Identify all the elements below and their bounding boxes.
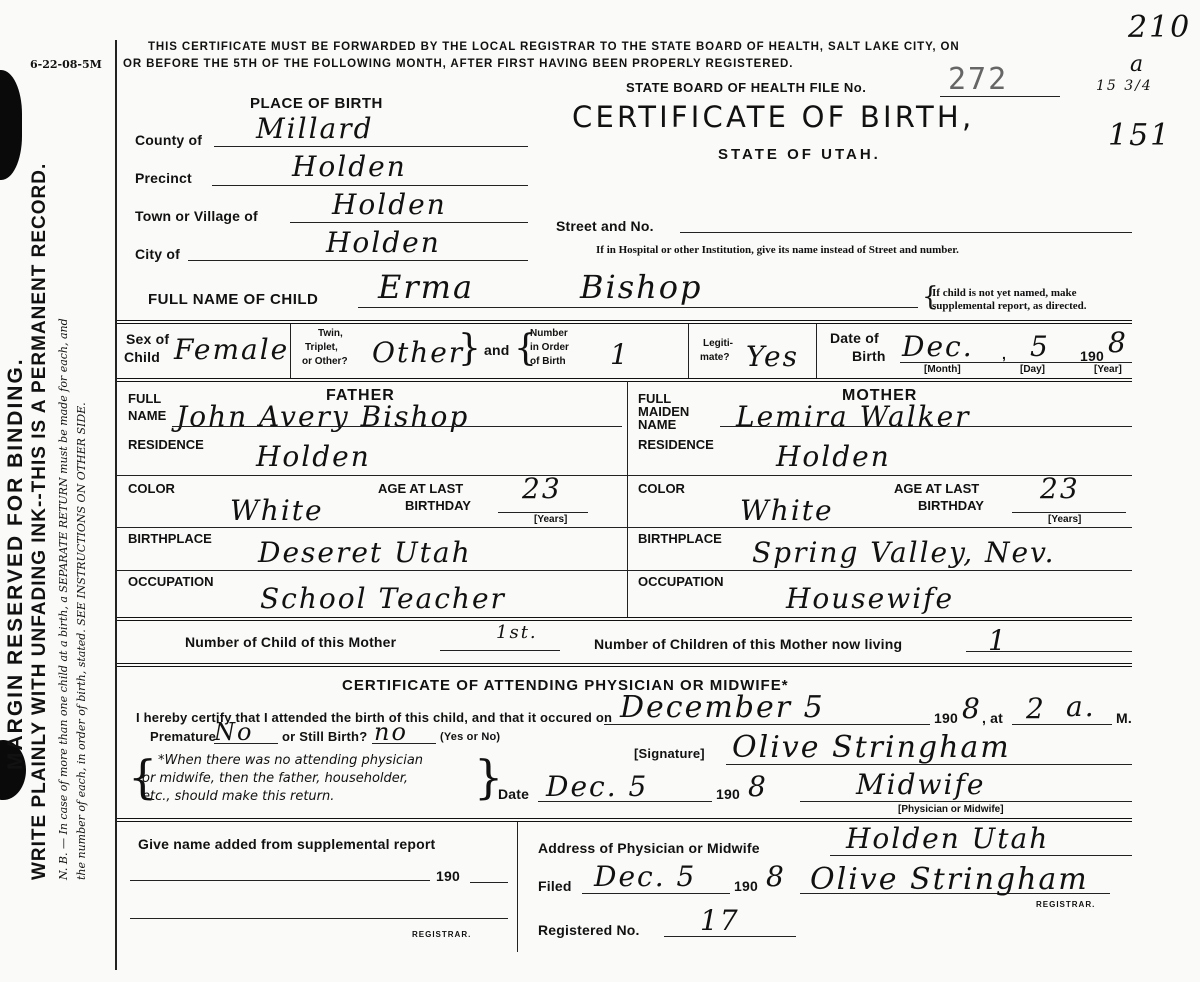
bottom-divider: [517, 822, 518, 952]
and-label: and: [484, 342, 510, 358]
file-no-line: [940, 96, 1060, 97]
filed-date: Dec. 5: [594, 860, 697, 893]
corner-note2: 151: [1108, 118, 1172, 153]
precinct-line: [212, 185, 528, 186]
note-brace-left: {: [128, 750, 158, 804]
physician-hour: 2: [1026, 692, 1046, 725]
order-label-2: in Order: [530, 342, 569, 353]
state-subtitle: STATE OF UTAH.: [718, 146, 881, 163]
file-no-value: 272: [948, 62, 1009, 97]
mother-color-value: White: [740, 494, 834, 527]
dob-label-1: Date of: [830, 330, 879, 346]
supplemental-year: 190: [436, 868, 460, 884]
hour-line: [1012, 724, 1112, 725]
m-label: M.: [1116, 710, 1132, 726]
premature-label: Premature: [150, 729, 217, 744]
address-value: Holden Utah: [846, 822, 1050, 855]
legit-divider: [816, 324, 817, 378]
forwarding-notice-line1: THIS CERTIFICATE MUST BE FORWARDED BY THE LOCAL REGISTRAR TO THE STATE BOARD OF HEALTH, SALT LAKE CITY, ON: [148, 41, 960, 53]
filed-line: [582, 893, 730, 894]
address-line: [830, 855, 1132, 856]
dob-year-caption: [Year]: [1094, 364, 1122, 375]
corner-note1: 15 3/4: [1096, 78, 1153, 94]
supplemental-line-1: [130, 880, 430, 881]
physician-year-prefix: 190: [934, 710, 958, 726]
children-living-label: Number of Children of this Mother now living: [594, 636, 903, 652]
twin-brace: }: [458, 328, 481, 369]
child-last-name: Bishop: [580, 268, 703, 306]
note-line2: or midwife, then the father, householder,: [142, 771, 409, 786]
order-label-3: of Birth: [530, 356, 566, 367]
dob-label-2: Birth: [852, 348, 886, 364]
county-value: Millard: [256, 112, 374, 145]
mother-age-label-2: BIRTHDAY: [918, 498, 984, 513]
father-full-label: FULL: [128, 391, 162, 406]
binding-notice: MARGIN RESERVED FOR BINDING.: [4, 357, 27, 770]
mother-full-label: FULL: [638, 391, 672, 406]
physician-ampm: a.: [1066, 690, 1096, 723]
mother-heading: MOTHER: [842, 387, 918, 404]
file-no-label: STATE BOARD OF HEALTH FILE No.: [626, 80, 867, 95]
father-name-label: NAME: [128, 408, 167, 423]
mother-residence-value: Holden: [776, 440, 891, 473]
physician-role: Midwife: [856, 768, 986, 801]
certificate-title: CERTIFICATE OF BIRTH,: [572, 100, 975, 134]
mother-name-value: Lemira Walker: [736, 400, 971, 433]
supplemental-label: Give name added from supplemental report: [138, 836, 436, 852]
mother-maiden-label: MAIDEN: [638, 404, 690, 419]
parents-center-divider: [627, 381, 628, 617]
supplemental-registrar: REGISTRAR.: [412, 930, 472, 939]
dob-year-prefix: 190: [1080, 348, 1104, 364]
binding-hole-top: [0, 70, 22, 180]
mother-residence-label: RESIDENCE: [638, 437, 714, 452]
note-line1: *When there was no attending physician: [158, 753, 424, 768]
registered-label: Registered No.: [538, 922, 640, 938]
mother-birthplace-label: BIRTHPLACE: [638, 531, 722, 546]
sex-label-1: Sex of: [126, 331, 170, 347]
parents-row-line-2: [117, 527, 1132, 528]
dob-day-caption: [Day]: [1020, 364, 1046, 375]
child-first-name: Erma: [378, 268, 475, 306]
father-occupation-label: OCCUPATION: [128, 574, 214, 589]
legit-label-1: Legiti-: [703, 338, 733, 349]
filed-year-prefix: 190: [734, 878, 758, 894]
ink-notice: WRITE PLAINLY WITH UNFADING INK--THIS IS A PERMANENT RECORD.: [29, 162, 50, 880]
child-of-mother-label: Number of Child of this Mother: [185, 634, 397, 650]
parents-row-line-1: [117, 475, 1132, 476]
father-age-label-1: AGE AT LAST: [378, 481, 464, 496]
street-line: [680, 232, 1132, 233]
twin-label-1: Twin,: [318, 328, 343, 339]
parents-row-line-3: [117, 570, 1132, 571]
dob-month: Dec.: [902, 330, 974, 363]
filed-label: Filed: [538, 878, 572, 894]
filed-signature: Olive Stringham: [810, 862, 1089, 897]
legit-value: Yes: [746, 340, 799, 373]
nb-note-line1: N. B. — In case of more than one child at a birth, a SEPARATE RETURN must be made for each, and: [57, 318, 70, 880]
father-occupation-value: School Teacher: [260, 582, 506, 615]
note-brace-right: }: [474, 750, 504, 804]
mother-color-label: COLOR: [638, 481, 685, 496]
registrar-label: REGISTRAR.: [1036, 900, 1096, 909]
father-birthplace-value: Deseret Utah: [258, 536, 472, 569]
forwarding-notice-line2: OR BEFORE THE 5TH OF THE FOLLOWING MONTH, AFTER FIRST HAVING BEEN PROPERLY REGISTERED.: [123, 58, 794, 70]
order-value: 1: [610, 338, 630, 371]
physician-birth-date: December 5: [620, 690, 825, 725]
city-label: City of: [135, 246, 180, 262]
yes-no-hint: (Yes or No): [440, 731, 501, 743]
county-label: County of: [135, 132, 203, 148]
precinct-label: Precinct: [135, 170, 192, 186]
at-label: , at: [982, 710, 1004, 726]
father-residence-label: RESIDENCE: [128, 437, 204, 452]
physician-date: Dec. 5: [546, 770, 649, 803]
role-caption: [Physician or Midwife]: [898, 804, 1004, 815]
parents-bottom-rule: [117, 617, 1132, 621]
order-brace: {: [514, 328, 537, 369]
child-name-line: [358, 307, 918, 308]
mother-years-caption: [Years]: [1048, 514, 1082, 525]
place-of-birth-heading: PLACE OF BIRTH: [250, 95, 383, 112]
mother-occupation-value: Housewife: [786, 582, 955, 615]
child-of-mother-line: [440, 650, 560, 651]
street-note: If in Hospital or other Institution, give its name instead of Street and number.: [596, 244, 959, 256]
twin-label-3: or Other?: [302, 356, 348, 367]
town-value: Holden: [332, 188, 447, 221]
corner-a: a: [1130, 52, 1146, 77]
physician-top-rule: [117, 663, 1132, 667]
mother-name-label: NAME: [638, 417, 677, 432]
address-label: Address of Physician or Midwife: [538, 840, 760, 856]
order-label-1: Number: [530, 328, 568, 339]
date-year-prefix: 190: [716, 786, 740, 802]
town-label: Town or Village of: [135, 208, 258, 224]
rule-top-child: [117, 320, 1132, 324]
physician-year-suffix: 8: [962, 692, 982, 725]
certify-text: I hereby certify that I attended the birth of this child, and that it occured on: [136, 710, 613, 725]
father-name-line: [172, 426, 622, 427]
left-border: [115, 40, 117, 970]
dob-month-caption: [Month]: [924, 364, 961, 375]
date-year-suffix: 8: [748, 770, 768, 803]
county-line: [214, 146, 528, 147]
child-of-mother-value: 1st.: [496, 622, 538, 643]
dob-line: [900, 362, 1132, 363]
father-age-value: 23: [522, 472, 562, 505]
nb-note-line2: the number of each, in order of birth, stated. SEE INSTRUCTIONS ON OTHER SIDE.: [75, 402, 88, 880]
role-line: [800, 801, 1132, 802]
city-value: Holden: [326, 226, 441, 259]
precinct-value: Holden: [292, 150, 407, 183]
filed-year-suffix: 8: [766, 860, 786, 893]
city-line: [188, 260, 528, 261]
sex-value: Female: [174, 333, 290, 366]
premature-value: No: [214, 718, 254, 746]
father-residence-value: Holden: [256, 440, 371, 473]
twin-label-2: Triplet,: [305, 342, 338, 353]
registered-value: 17: [700, 904, 740, 937]
sex-label-2: Child: [124, 349, 160, 365]
children-living-value: 1: [988, 624, 1008, 657]
father-name-value: John Avery Bishop: [176, 400, 470, 433]
sex-divider: [290, 324, 291, 378]
mother-age-value: 23: [1040, 472, 1080, 505]
supplemental-year-line: [470, 882, 508, 883]
mother-occupation-label: OCCUPATION: [638, 574, 724, 589]
dob-year-suffix: 8: [1108, 326, 1128, 359]
father-age-label-2: BIRTHDAY: [405, 498, 471, 513]
still-birth-label: or Still Birth?: [282, 729, 368, 744]
corner-number: 210: [1128, 10, 1192, 45]
father-color-value: White: [230, 494, 324, 527]
form-code: 6-22-08-5M: [30, 58, 102, 71]
name-brace: {: [922, 282, 939, 312]
father-birthplace-label: BIRTHPLACE: [128, 531, 212, 546]
date-label: Date: [498, 786, 530, 802]
father-heading: FATHER: [326, 387, 395, 404]
child-name-label: FULL NAME OF CHILD: [148, 291, 319, 308]
physician-heading: CERTIFICATE OF ATTENDING PHYSICIAN OR MIDWIFE*: [342, 677, 789, 694]
mother-age-label-1: AGE AT LAST: [894, 481, 980, 496]
legit-label-2: mate?: [700, 352, 730, 363]
supplemental-line-2: [130, 918, 508, 919]
still-birth-value: no: [374, 718, 408, 746]
note-line3: etc., should make this return.: [142, 789, 335, 804]
street-label: Street and No.: [556, 218, 654, 234]
name-note-line1: If child is not yet named, make: [932, 287, 1077, 299]
signature-label: [Signature]: [634, 746, 705, 761]
name-note-line2: supplemental report, as directed.: [932, 300, 1087, 312]
mother-age-line: [1012, 512, 1126, 513]
dob-day: 5: [1030, 330, 1050, 363]
order-divider: [688, 324, 689, 378]
rule-bottom-child: [117, 378, 1132, 382]
physician-signature: Olive Stringham: [732, 730, 1011, 765]
mother-birthplace-value: Spring Valley, Nev.: [752, 536, 1056, 569]
dob-comma: ,: [1002, 346, 1006, 362]
father-age-line: [498, 512, 588, 513]
father-color-label: COLOR: [128, 481, 175, 496]
twin-value: Other: [372, 336, 465, 369]
father-years-caption: [Years]: [534, 514, 568, 525]
mother-name-line: [720, 426, 1132, 427]
town-line: [290, 222, 528, 223]
